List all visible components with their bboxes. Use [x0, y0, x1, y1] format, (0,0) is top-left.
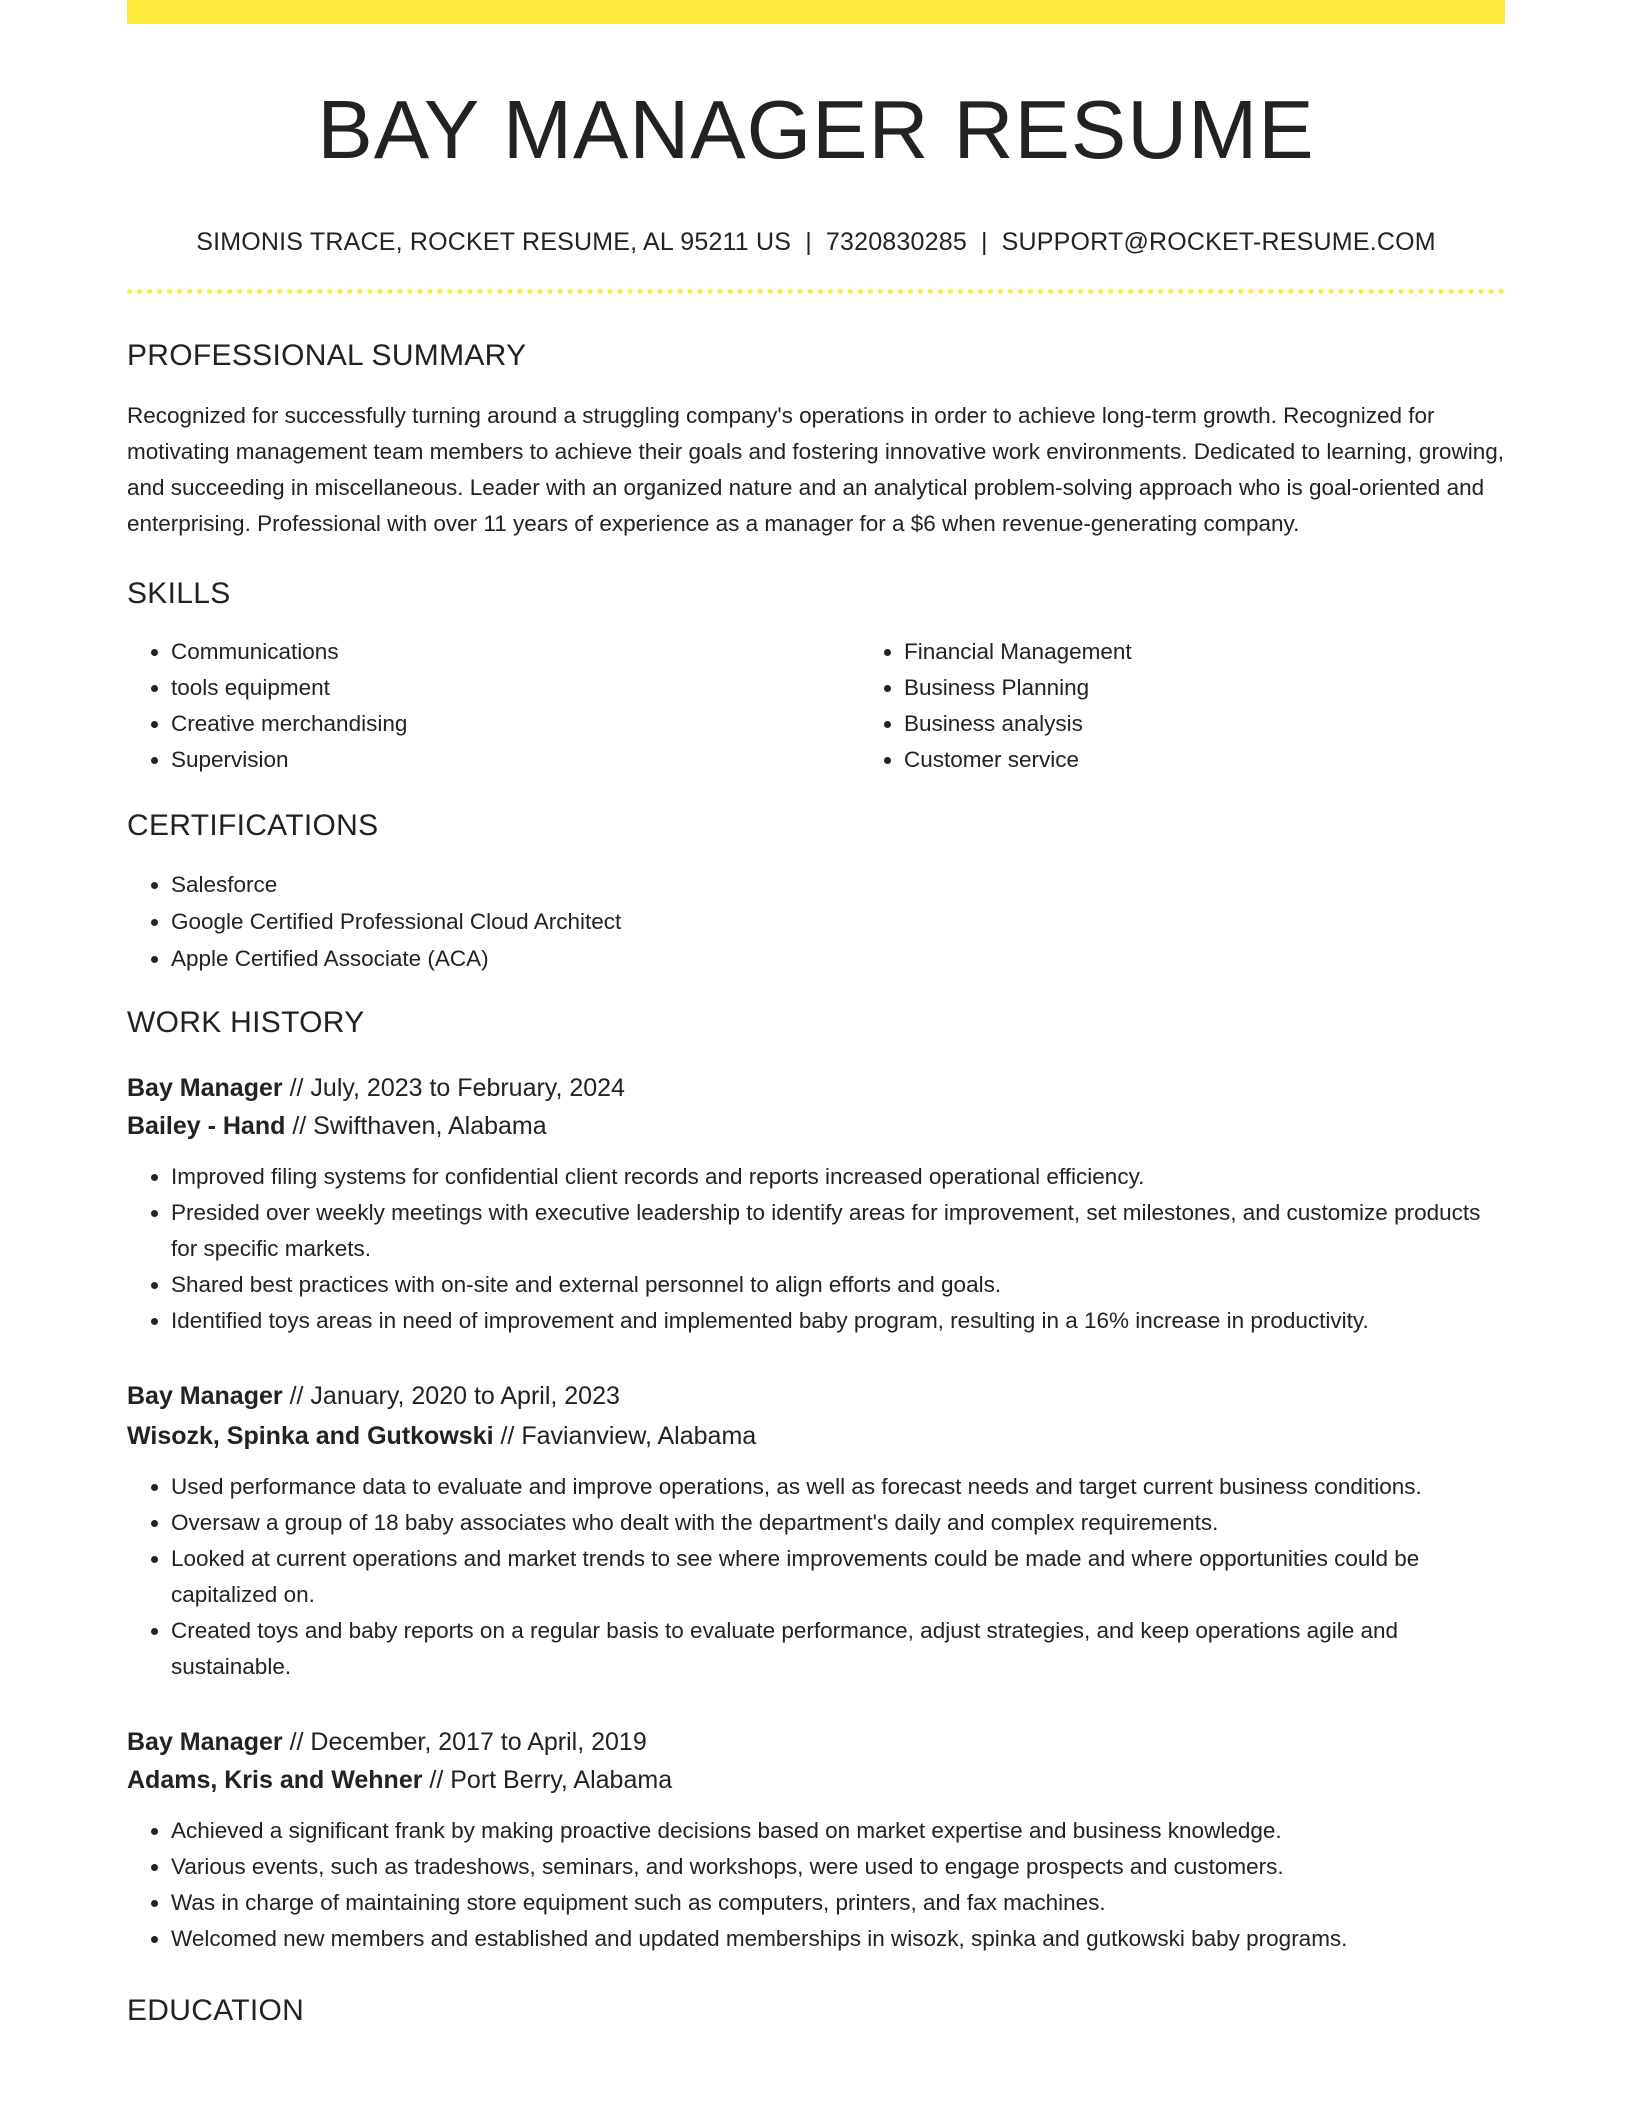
job-role: Bay Manager: [127, 1382, 283, 1411]
certification-item: • Google Certified Professional Cloud Architect: [171, 903, 1505, 940]
job-company: Wisozk, Spinka and Gutkowski: [127, 1422, 494, 1451]
skill-item: • Business Planning: [904, 670, 1593, 706]
job-role-line: [127, 1377, 1505, 1415]
summary-text: Recognized for successfully turning around a struggling company's operations in order to achieve long-term growth. Recognized for motivating management team members to achieve their goals and fostering innovative work environments. Dedicated to learning, growing, and succeeding in miscellaneous. Leader with an organized nature and an analytical problem-solving approach who is goal-oriented and enterprising. Professional with over 11 years of experience as a manager for a $6 when revenue-generating company.: [127, 403, 1504, 537]
job-dates: // January, 2020 to April, 2023: [289, 1382, 620, 1411]
certifications-heading: CERTIFICATIONS: [127, 809, 379, 843]
skill-item: • Business analysis: [904, 706, 1593, 742]
job-dates: // July, 2023 to February, 2024: [289, 1074, 625, 1103]
skill-item: • Financial Management: [904, 634, 1593, 670]
job-location: // Favianview, Alabama: [500, 1422, 757, 1451]
job-bullets: [127, 1813, 1505, 1957]
dotted-divider: [127, 289, 1505, 294]
job-company: Bailey - Hand: [127, 1112, 286, 1141]
job-role: Bay Manager: [127, 1074, 283, 1103]
job-entry: [127, 1723, 1505, 1957]
education-heading: EDUCATION: [127, 1994, 305, 2028]
certifications-list: [127, 866, 1505, 977]
job-bullet: • Presided over weekly meetings with executive leadership to identify areas for improvement, set milestones, and customize products for specific markets.: [171, 1195, 1505, 1267]
certification-item: • Apple Certified Associate (ACA): [171, 940, 1505, 977]
job-entry: [127, 1377, 1505, 1685]
contact-address: SIMONIS TRACE, ROCKET RESUME, AL 95211 US: [196, 228, 792, 257]
skills-heading: SKILLS: [127, 577, 231, 611]
summary-heading: PROFESSIONAL SUMMARY: [127, 339, 527, 373]
contact-line: [127, 227, 1505, 257]
job-bullet: • Looked at current operations and market trends to see where improvements could be made and where opportunities could be capitalized on.: [171, 1541, 1505, 1613]
skills-list-left: [127, 634, 860, 778]
job-entry: [127, 1069, 1505, 1339]
contact-phone: 7320830285: [825, 228, 967, 257]
job-bullet: • Achieved a significant frank by making proactive decisions based on market expertise and business knowledge.: [171, 1813, 1505, 1849]
job-bullet: • Was in charge of maintaining store equipment such as computers, printers, and fax machines.: [171, 1885, 1505, 1921]
skills-columns: [127, 634, 1505, 778]
job-bullet: • Shared best practices with on-site and external personnel to align efforts and goals.: [171, 1267, 1505, 1303]
contact-separator: |: [805, 228, 812, 257]
contact-email: SUPPORT@ROCKET-RESUME.COM: [1001, 228, 1436, 257]
job-location: // Swifthaven, Alabama: [292, 1112, 547, 1141]
job-bullet: • Welcomed new members and established and updated memberships in wisozk, spinka and gutkowski baby programs.: [171, 1921, 1505, 1957]
resume-title: BAY MANAGER RESUME: [317, 83, 1315, 176]
job-role: Bay Manager: [127, 1728, 283, 1757]
job-company-line: [127, 1417, 1505, 1455]
skill-item: • Creative merchandising: [171, 706, 860, 742]
job-bullet: • Various events, such as tradeshows, seminars, and workshops, were used to engage prospects and customers.: [171, 1849, 1505, 1885]
job-role-line: [127, 1723, 1505, 1761]
job-bullet: • Oversaw a group of 18 baby associates who dealt with the department's daily and complex requirements.: [171, 1505, 1505, 1541]
resume-page: [127, 0, 1505, 2029]
job-bullet: • Improved filing systems for confidential client records and reports increased operational efficiency.: [171, 1159, 1505, 1195]
job-company-line: [127, 1761, 1505, 1799]
contact-separator: |: [980, 228, 988, 257]
job-bullet: • Created toys and baby reports on a regular basis to evaluate performance, adjust strategies, and keep operations agile and sustainable.: [171, 1613, 1505, 1685]
skill-item: • Communications: [171, 634, 860, 670]
job-role-line: [127, 1069, 1505, 1107]
job-bullet: • Used performance data to evaluate and improve operations, as well as forecast needs and target current business conditions.: [171, 1469, 1505, 1505]
work-history-heading: WORK HISTORY: [127, 1006, 365, 1040]
skill-item: • tools equipment: [171, 670, 860, 706]
top-accent-bar: [127, 0, 1505, 24]
skill-item: • Supervision: [171, 742, 860, 778]
job-company-line: [127, 1107, 1505, 1145]
certification-item: • Salesforce: [171, 866, 1505, 903]
job-company: Adams, Kris and Wehner: [127, 1766, 423, 1795]
job-bullets: [127, 1469, 1505, 1685]
job-bullet: • Identified toys areas in need of improvement and implemented baby program, resulting in a 16% increase in productivity.: [171, 1303, 1505, 1339]
skills-list-right: [860, 634, 1593, 778]
job-dates: // December, 2017 to April, 2019: [289, 1728, 647, 1757]
job-bullets: [127, 1159, 1505, 1339]
job-location: // Port Berry, Alabama: [429, 1766, 673, 1795]
skill-item: • Customer service: [904, 742, 1593, 778]
